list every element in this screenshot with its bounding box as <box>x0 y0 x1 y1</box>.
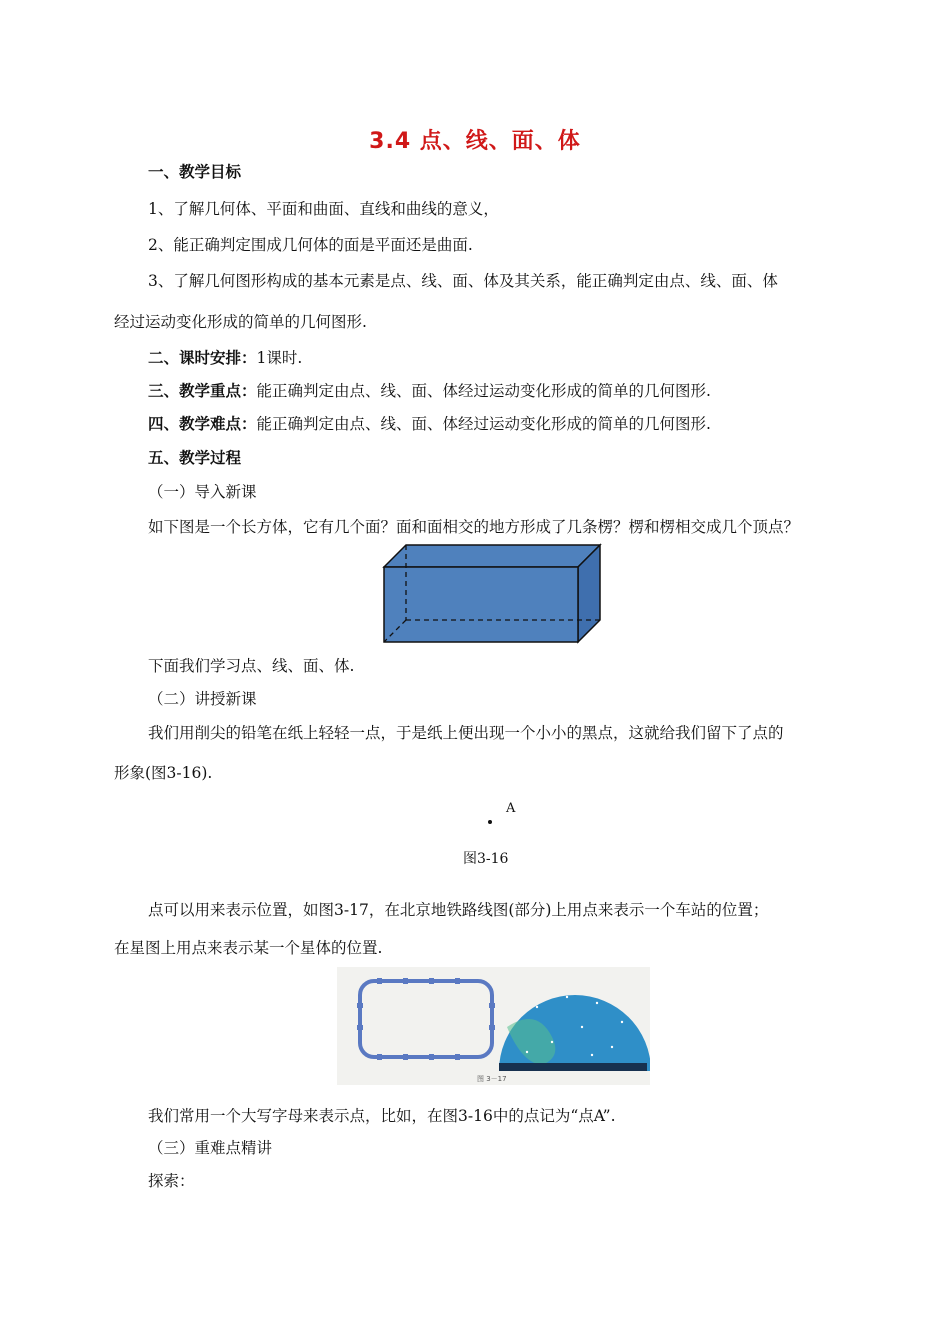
teach-paragraph-2b: 在星图上用点来表示某一个星体的位置. <box>114 939 383 957</box>
intro-after: 下面我们学习点、线、面、体. <box>148 657 355 675</box>
goals-heading: 一、教学目标 <box>148 163 242 181</box>
goal-item-1: 1、了解几何体、平面和曲面、直线和曲线的意义， <box>148 200 499 218</box>
figure-caption: 图3-16 <box>463 851 509 867</box>
intro-heading: （一）导入新课 <box>148 483 257 501</box>
goal-item-2: 2、能正确判定围成几何体的面是平面还是曲面. <box>148 236 473 254</box>
schedule-label: 二、课时安排： <box>148 349 257 367</box>
photo-caption: 图 3－17 <box>477 1075 507 1083</box>
photo-illustration <box>337 967 650 1085</box>
skyline <box>499 1063 647 1071</box>
cuboid-figure <box>380 542 605 647</box>
difficulty-line <box>148 413 711 435</box>
page-title: 3.4 点、线、面、体 <box>369 129 581 154</box>
key-point-label: 三、教学重点： <box>148 382 257 400</box>
point-dot <box>488 820 492 824</box>
goal-item-3a: 3、了解几何图形构成的基本元素是点、线、面、体及其关系，能正确判定由点、线、面、体 <box>148 272 778 290</box>
teach-heading: （二）讲授新课 <box>148 690 257 708</box>
teach-paragraph-3: 我们常用一个大写字母来表示点，比如，在图3-16中的点记为“点A”. <box>148 1107 616 1125</box>
focus-heading: （三）重难点精讲 <box>148 1139 273 1157</box>
cuboid-front-face <box>384 567 578 642</box>
teach-paragraph-1a: 我们用削尖的铅笔在纸上轻轻一点，于是纸上便出现一个小小的黑点，这就给我们留下了点的 <box>148 724 784 742</box>
teach-paragraph-1b: 形象(图3-16). <box>114 764 213 782</box>
difficulty-label: 四、教学难点： <box>148 415 257 433</box>
teach-paragraph-2a: 点可以用来表示位置，如图3-17，在北京地铁路线图(部分)上用点来表示一个车站的位置； <box>148 901 769 919</box>
subway-and-star-map-photo <box>337 967 650 1085</box>
cuboid-top-face <box>384 545 600 567</box>
intro-text: 如下图是一个长方体，它有几个面？面和面相交的地方形成了几条楞？楞和楞相交成几个顶点？ <box>148 518 800 536</box>
key-point-line <box>148 380 711 402</box>
process-heading: 五、教学过程 <box>148 449 242 467</box>
explore-label: 探索： <box>148 1172 195 1190</box>
point-label: A <box>506 801 516 816</box>
schedule-line <box>148 347 302 369</box>
point-figure <box>470 796 530 832</box>
key-point-text: 能正确判定由点、线、面、体经过运动变化形成的简单的几何图形. <box>256 382 711 400</box>
difficulty-text: 能正确判定由点、线、面、体经过运动变化形成的简单的几何图形. <box>256 415 711 433</box>
schedule-text: 1课时. <box>256 349 303 367</box>
goal-item-3b: 经过运动变化形成的简单的几何图形. <box>114 313 367 331</box>
